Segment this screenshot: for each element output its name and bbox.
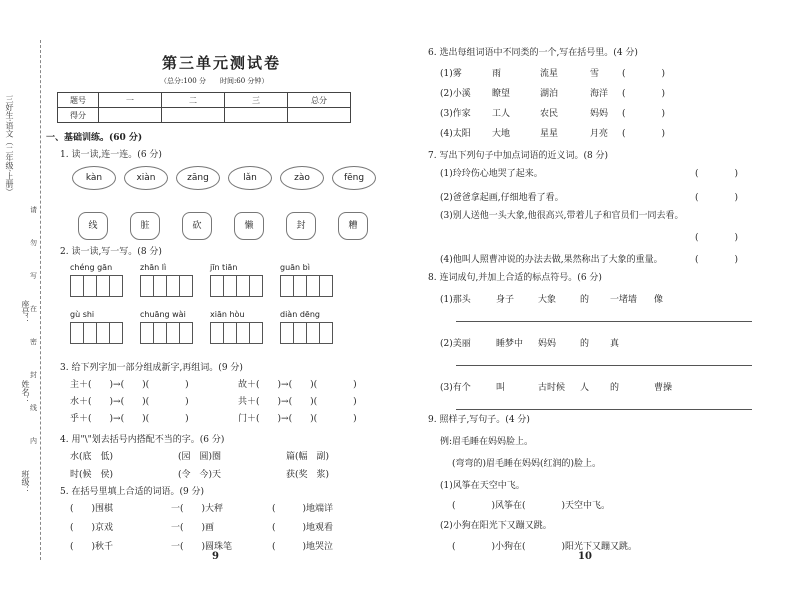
grid-cell[interactable]	[179, 322, 193, 344]
page-number-left: 9	[212, 551, 219, 562]
q9-fill-1[interactable]: ( )风筝在( )天空中飞。	[452, 501, 611, 511]
page-title: 第三单元测试卷	[162, 54, 282, 72]
q8-answer-line[interactable]	[456, 409, 752, 410]
score-input[interactable]	[225, 108, 288, 123]
q1-pinyin-bubble: zāng	[176, 166, 220, 190]
seal-char: 密	[30, 338, 37, 346]
grid-cell[interactable]	[70, 275, 84, 297]
q2-pinyin: guān bì	[280, 263, 310, 272]
q8-word: 真	[610, 339, 620, 349]
q1-pinyin-bubble: zào	[280, 166, 324, 190]
q2-writing-grid[interactable]	[211, 275, 263, 297]
q8-word: 叫	[496, 383, 506, 393]
q6-word: 瞭望	[492, 89, 511, 99]
q2-pinyin: chéng gān	[70, 263, 113, 272]
q7-label: 7. 写出下列句子中加点词语的近义词。(8 分)	[428, 151, 609, 161]
score-cell: 总分	[288, 93, 351, 108]
score-input[interactable]	[99, 108, 162, 123]
seat-field: 座号：	[21, 300, 30, 324]
q9-example: 例:眉毛睡在妈妈脸上。	[440, 437, 534, 447]
q3-item[interactable]: 共＋( )→( )( )	[238, 397, 357, 407]
q9-sentence-1: (1)风筝在天空中飞。	[440, 481, 525, 491]
q6-label: 6. 选出每组词语中不同类的一个,写在括号里。(4 分)	[428, 48, 638, 58]
q7-sentence: (1)玲玲伤心地哭了起来。	[440, 169, 543, 179]
grid-cell[interactable]	[179, 275, 193, 297]
school-label: 三好生·语文（二年级·上册）	[5, 95, 14, 197]
grid-cell[interactable]	[109, 275, 123, 297]
q1-pinyin-bubble: fēng	[332, 166, 376, 190]
grid-cell[interactable]	[83, 275, 97, 297]
q8-word: (1)那头	[440, 295, 471, 305]
q2-writing-grid[interactable]	[281, 275, 333, 297]
score-cell: 题号	[58, 93, 99, 108]
grid-cell[interactable]	[293, 275, 307, 297]
q8-word: 人	[580, 383, 590, 393]
q7-answer-paren[interactable]: ( )	[695, 169, 739, 179]
q6-word: (2)小溪	[440, 89, 471, 99]
grid-cell[interactable]	[319, 322, 333, 344]
grid-cell[interactable]	[306, 275, 320, 297]
q1-char-box[interactable]: 脏	[130, 212, 160, 240]
grid-cell[interactable]	[223, 322, 237, 344]
q4-item[interactable]: (令 今)天	[178, 470, 222, 480]
q5-item[interactable]: ( )京戏	[70, 523, 114, 533]
q4-item[interactable]: 获(奖 浆)	[286, 470, 330, 480]
q6-answer-paren[interactable]: ( )	[622, 69, 666, 79]
q8-word: 大象	[538, 295, 557, 305]
q7-sentence: (4)他叫人照曹冲说的办法去做,果然称出了大象的重量。	[440, 255, 663, 265]
q8-word: 像	[654, 295, 664, 305]
grid-cell[interactable]	[210, 275, 224, 297]
q9-sentence-2: (2)小狗在阳光下又蹦又跳。	[440, 521, 552, 531]
score-cell: 二	[162, 93, 225, 108]
seal-char: 在	[30, 305, 37, 313]
grid-cell[interactable]	[293, 322, 307, 344]
q6-word: 湖泊	[540, 89, 559, 99]
q2-writing-grid[interactable]	[71, 275, 123, 297]
q2-label: 2. 读一读,写一写。(8 分)	[60, 247, 162, 257]
grid-cell[interactable]	[96, 322, 110, 344]
q6-word: 妈妈	[590, 109, 609, 119]
grid-cell[interactable]	[236, 322, 250, 344]
q1-pinyin-bubble: xiàn	[124, 166, 168, 190]
score-cell: 得分	[58, 108, 99, 123]
q3-label: 3. 给下列字加一部分组成新字,再组词。(9 分)	[60, 363, 243, 373]
q6-word: 大地	[492, 129, 511, 139]
q8-word: 的	[580, 295, 590, 305]
q8-word: 睡梦中	[496, 339, 524, 349]
binding-line	[40, 40, 41, 560]
q1-char-box[interactable]: 砍	[182, 212, 212, 240]
q2-pinyin: chuāng wài	[140, 310, 186, 319]
q4-item[interactable]: 篇(幅 副)	[286, 452, 330, 462]
q2-pinyin: xiān hòu	[210, 310, 245, 319]
q8-word: 妈妈	[538, 339, 557, 349]
q4-item[interactable]: 时(候 侯)	[70, 470, 114, 480]
exam-meta: （总分:100 分 时间:60 分钟）	[160, 77, 269, 85]
q6-word: (4)太阳	[440, 129, 471, 139]
q1-char-box[interactable]: 封	[286, 212, 316, 240]
score-input[interactable]	[162, 108, 225, 123]
grid-cell[interactable]	[249, 322, 263, 344]
q9-example-answer: (弯弯的)眉毛睡在妈妈(红润的)脸上。	[452, 459, 602, 469]
q2-writing-grid[interactable]	[71, 322, 123, 344]
class-field: 班级：	[21, 470, 30, 494]
q7-sentence: (2)爸爸拿起画,仔细地看了看。	[440, 193, 564, 203]
grid-cell[interactable]	[319, 275, 333, 297]
seal-char: 内	[30, 437, 37, 445]
grid-cell[interactable]	[210, 322, 224, 344]
grid-cell[interactable]	[96, 275, 110, 297]
q2-writing-grid[interactable]	[141, 275, 193, 297]
q5-item[interactable]: 一( )大秤	[171, 504, 224, 514]
q6-answer-paren[interactable]: ( )	[622, 89, 666, 99]
q7-answer-paren[interactable]: ( )	[695, 193, 739, 203]
seal-char: 封	[30, 371, 37, 379]
q1-char-box[interactable]: 懒	[234, 212, 264, 240]
grid-cell[interactable]	[166, 322, 180, 344]
q8-answer-line[interactable]	[456, 321, 752, 322]
section1-heading: 一、基础训练。(60 分)	[46, 133, 143, 143]
q2-pinyin: gù shi	[70, 310, 95, 319]
q8-word: (2)美丽	[440, 339, 471, 349]
q2-pinyin: jīn tiān	[210, 263, 238, 272]
name-field: 姓名：	[21, 380, 30, 404]
q5-item[interactable]: ( )地端详	[272, 504, 334, 514]
grid-cell[interactable]	[223, 275, 237, 297]
q5-item[interactable]: 一( )画	[171, 523, 215, 533]
q5-item[interactable]: ( )地哭泣	[272, 542, 334, 552]
q1-pinyin-bubble: kàn	[72, 166, 116, 190]
seal-char: 勿	[30, 239, 37, 247]
q8-word: 的	[610, 383, 620, 393]
q7-sentence: (3)别人送他一头大象,他很高兴,带着儿子和官员们一同去看。	[440, 211, 684, 221]
q6-answer-paren[interactable]: ( )	[622, 109, 666, 119]
grid-cell[interactable]	[280, 322, 294, 344]
q6-word: (1)雾	[440, 69, 462, 79]
grid-cell[interactable]	[166, 275, 180, 297]
grid-cell[interactable]	[153, 275, 167, 297]
q1-pinyin-bubble: lǎn	[228, 166, 272, 190]
grid-cell[interactable]	[83, 322, 97, 344]
q2-writing-grid[interactable]	[281, 322, 333, 344]
q6-word: 月亮	[590, 129, 609, 139]
seal-char: 写	[30, 272, 37, 280]
q6-word: 雪	[590, 69, 600, 79]
q6-word: 海洋	[590, 89, 609, 99]
seal-char: 线	[30, 404, 37, 412]
score-table	[57, 92, 351, 123]
q3-item[interactable]: 水＋( )→( )( )	[70, 397, 189, 407]
q8-word: 一堵墙	[610, 295, 638, 305]
grid-cell[interactable]	[153, 322, 167, 344]
q8-word: 身子	[496, 295, 515, 305]
q9-fill-2[interactable]: ( )小狗在( )阳光下又蹦又跳。	[452, 542, 638, 552]
q3-item[interactable]: 故＋( )→( )( )	[238, 380, 357, 390]
q5-item[interactable]: ( )地观看	[272, 523, 334, 533]
grid-cell[interactable]	[140, 275, 154, 297]
q6-word: 流星	[540, 69, 559, 79]
score-cell: 一	[99, 93, 162, 108]
q4-item[interactable]: 水(底 低)	[70, 452, 114, 462]
q1-char-box[interactable]: 糟	[338, 212, 368, 240]
q1-label: 1. 读一读,连一连。(6 分)	[60, 150, 162, 160]
score-input[interactable]	[288, 108, 351, 123]
q5-label: 5. 在括号里填上合适的词语。(9 分)	[60, 487, 205, 497]
q2-pinyin: zhān lì	[140, 263, 167, 272]
score-cell: 三	[225, 93, 288, 108]
q8-word: 古时候	[538, 383, 566, 393]
q8-word: 的	[580, 339, 590, 349]
q6-word: 工人	[492, 109, 511, 119]
grid-cell[interactable]	[109, 322, 123, 344]
q8-label: 8. 连词成句,并加上合适的标点符号。(6 分)	[428, 273, 602, 283]
q5-item[interactable]: ( )秋千	[70, 542, 114, 552]
grid-cell[interactable]	[236, 275, 250, 297]
grid-cell[interactable]	[249, 275, 263, 297]
q2-pinyin: diàn dēng	[280, 310, 320, 319]
q9-label: 9. 照样子,写句子。(4 分)	[428, 415, 530, 425]
q1-char-box[interactable]: 线	[78, 212, 108, 240]
q5-item[interactable]: ( )围棋	[70, 504, 114, 514]
q8-word: (3)有个	[440, 383, 471, 393]
q4-label: 4. 用"\"划去括号内搭配不当的字。(6 分)	[60, 435, 225, 445]
page-number-right: 10	[578, 551, 592, 562]
grid-cell[interactable]	[306, 322, 320, 344]
q7-answer-paren[interactable]: ( )	[695, 233, 739, 243]
q5-item[interactable]: 一( )圆珠笔	[171, 542, 233, 552]
q6-word: 星星	[540, 129, 559, 139]
grid-cell[interactable]	[280, 275, 294, 297]
q6-word: 雨	[492, 69, 502, 79]
grid-cell[interactable]	[140, 322, 154, 344]
q3-item[interactable]: 主＋( )→( )( )	[70, 380, 189, 390]
q7-answer-paren[interactable]: ( )	[695, 255, 739, 265]
q6-word: 农民	[540, 109, 559, 119]
seal-char: 请	[30, 206, 37, 214]
q3-item[interactable]: 门＋( )→( )( )	[238, 414, 357, 424]
q3-item[interactable]: 乎＋( )→( )( )	[70, 414, 189, 424]
q4-item[interactable]: (园 圆)圈	[178, 452, 222, 462]
q8-answer-line[interactable]	[456, 365, 752, 366]
q8-word: 曹操	[654, 383, 673, 393]
q2-writing-grid[interactable]	[141, 322, 193, 344]
grid-cell[interactable]	[70, 322, 84, 344]
q6-word: (3)作家	[440, 109, 471, 119]
q6-answer-paren[interactable]: ( )	[622, 129, 666, 139]
q2-writing-grid[interactable]	[211, 322, 263, 344]
